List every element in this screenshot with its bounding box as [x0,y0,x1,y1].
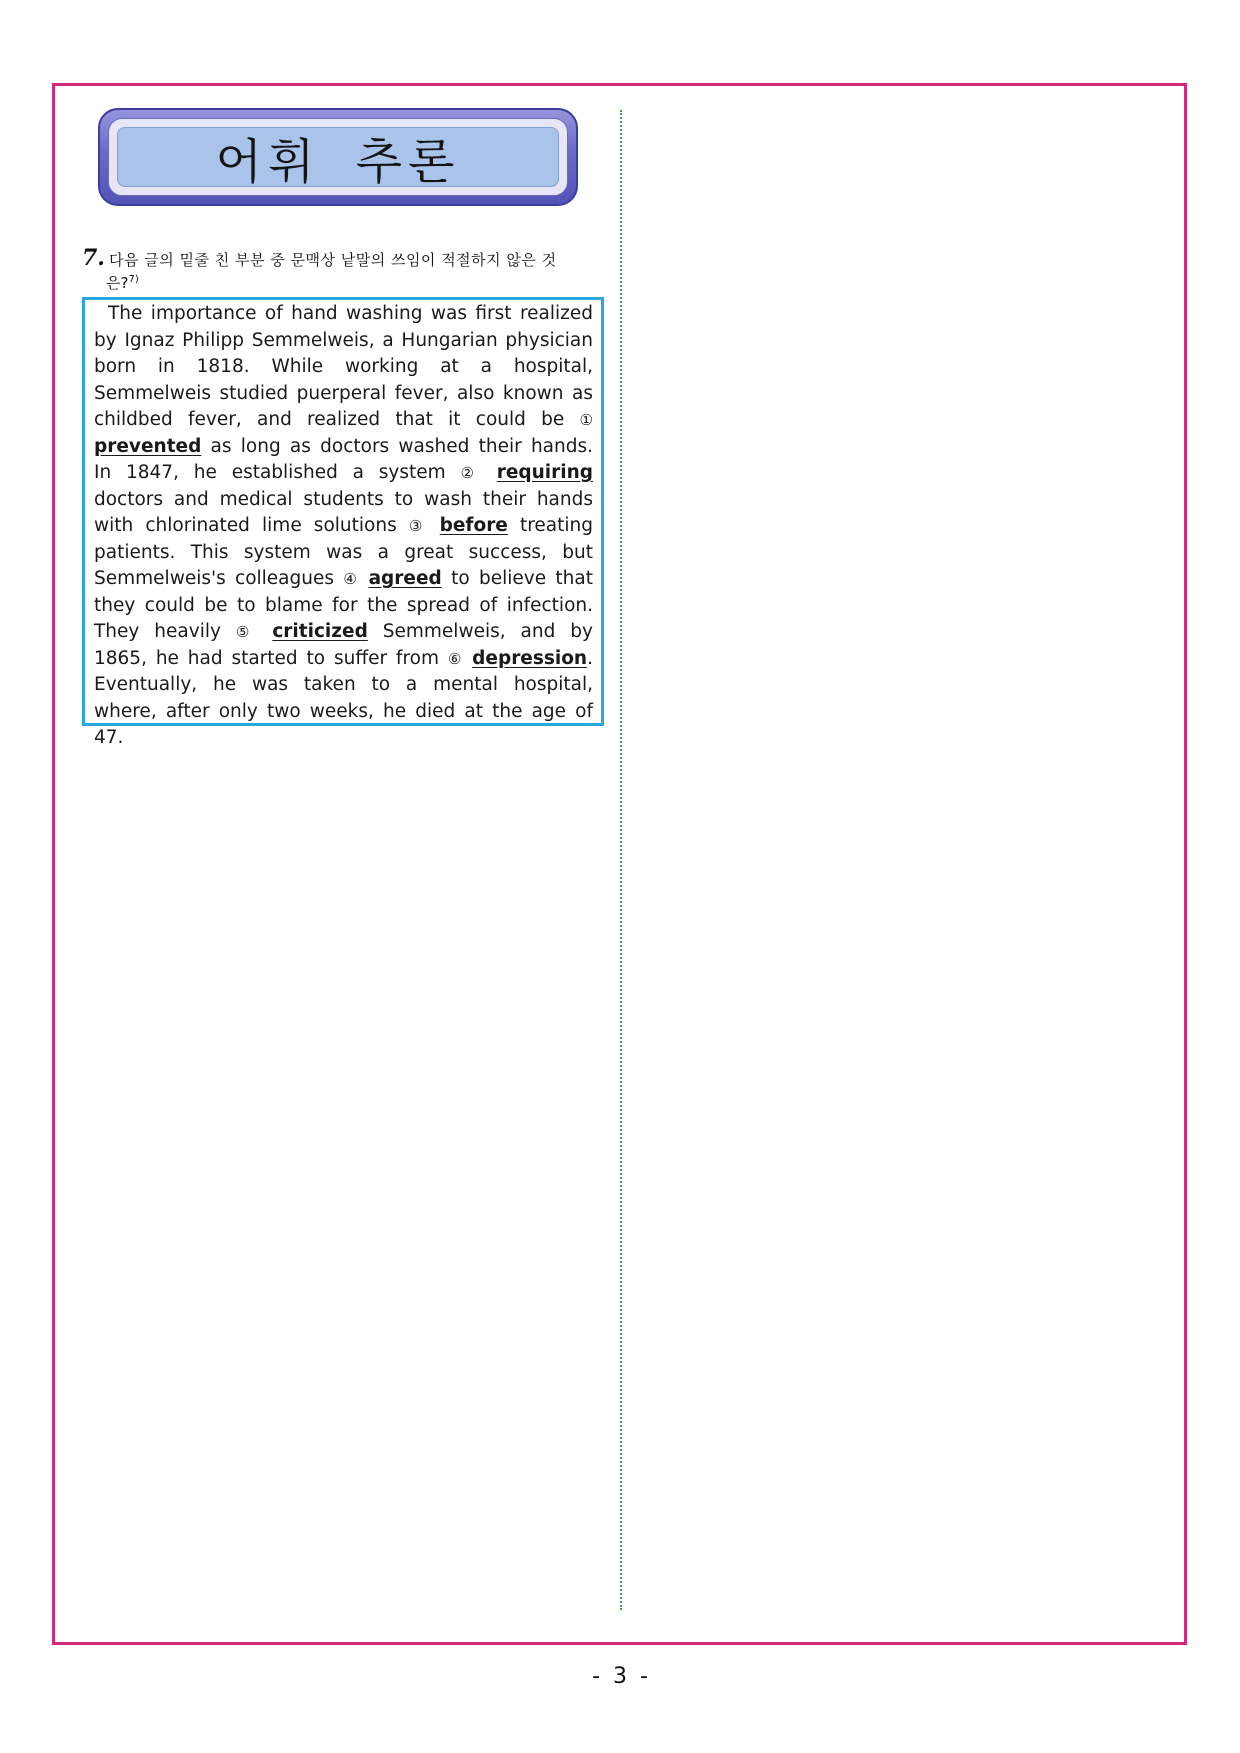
passage-segment: doctors and medical students to wash their hands with chlorinated lime solutions [94,488,593,536]
question-text-end: 은? [106,274,129,292]
passage-text [94,300,593,752]
passage-segment: to believe that they could be to blame for the spread of infection. They heavily [94,568,593,642]
choice-marker-4: ④ [343,570,360,588]
question-text: 다음 글의 밑줄 친 부분 중 문맥상 낱말의 쓰임이 적절하지 않은 것 [108,251,557,269]
choice-marker-6: ⑥ [447,649,464,668]
underlined-word-6: depression [472,647,588,669]
passage-segment: treating patients. This system was a great success, but Semmelweis's colleagues [94,515,594,589]
section-banner [98,108,578,206]
choice-marker-2: ② [460,464,482,482]
underlined-word-1: prevented [94,435,202,457]
underlined-word-5: criticized [272,621,368,642]
passage-segment: . Eventually, he was taken to a mental hospital, where, after only two weeks, he died at the age of 47. [94,647,593,748]
footnote-ref: 7) [128,274,139,285]
page-number: - 3 - [592,1664,648,1689]
passage-segment: Semmelweis, and by 1865, he had started to suffer from [94,621,593,669]
underlined-word-3: before [439,515,508,536]
question-text-continued [82,270,607,293]
banner-inner [117,127,559,190]
passage-box [82,297,604,748]
question [82,245,607,293]
banner-ring [108,118,568,196]
column-divider [620,110,622,1610]
passage-segment: The importance of hand washing was first realized by Ignaz Philipp Semmelweis, a Hungarian physician born in 1818. While working at a hospital, Semmelweis studied puerperal fever, also known as childbed fever, and realized that it could be [94,303,593,430]
section-title: 어휘 추론 [215,133,461,190]
question-number: 7. [82,245,105,271]
choice-marker-5: ⑤ [235,623,258,641]
choice-marker-3: ③ [408,517,428,535]
underlined-word-2: requiring [496,462,594,483]
underlined-word-4: agreed [368,568,442,589]
choice-marker-1: ① [579,411,593,429]
passage-segment: as long as doctors washed their hands. In 1847, he established a system [94,435,593,483]
